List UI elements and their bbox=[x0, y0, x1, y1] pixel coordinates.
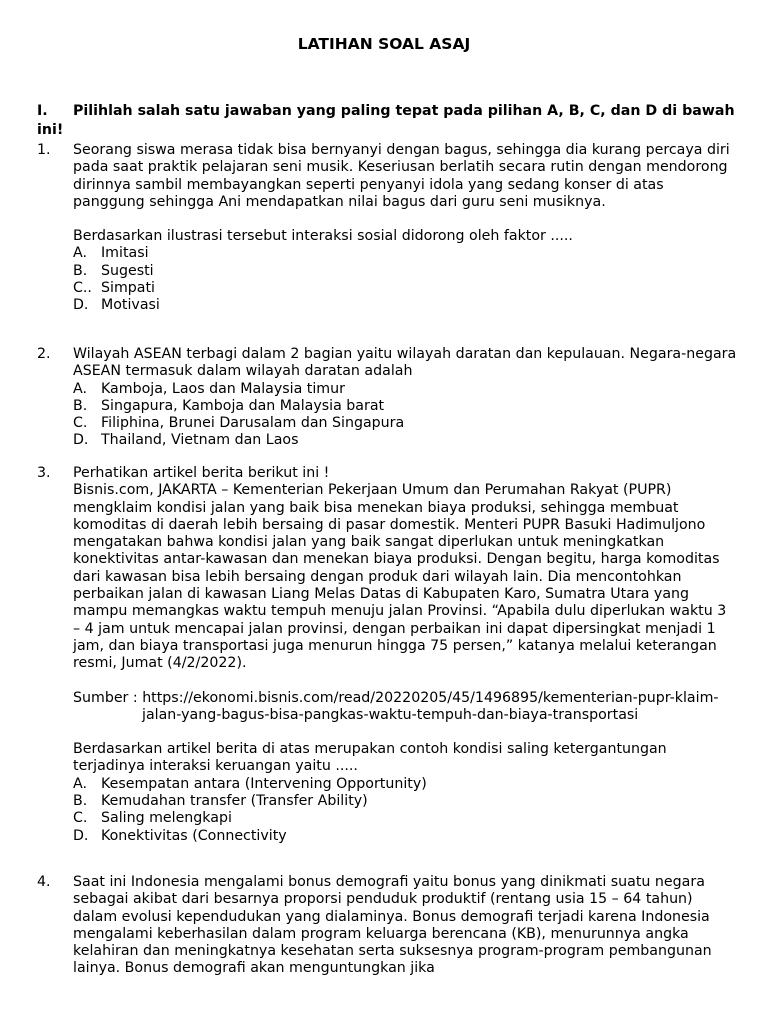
option-text: Kamboja, Laos dan Malaysia timur bbox=[101, 380, 345, 397]
option-letter: D. bbox=[73, 827, 89, 844]
source-label: Sumber : bbox=[73, 689, 143, 706]
article-source bbox=[73, 690, 737, 725]
option-letter: C. bbox=[73, 415, 88, 432]
option-text: Kemudahan transfer (Transfer Ability) bbox=[101, 793, 368, 810]
source-url: https://ekonomi.bisnis.com/read/20220205/45/1496895/kementerian-pupr-klaim-jalan-yang-bagus-bisa-pangkas-waktu-tempuh-dan-biaya-transportasi bbox=[142, 689, 719, 723]
question-intro: Perhatikan artikel berita berikut ini ! bbox=[73, 465, 330, 481]
question-stem: Saat ini Indonesia mengalami bonus demografi yaitu bonus yang dinikmati suatu negara sebagai akibat dari besarnya proporsi penduduk produktif (rentang usia 15 – 64 tahun) dalam evolusi kependudukan yang dialaminya. Bonus demografi terjadi karena Indonesia mengalami keberhasilan dalam program keluarga berencana (KB), menurunnya angka kelahiran dan meningkatnya kesehatan serta suksesnya program-program pembangunan lainya. Bonus demografi akan menguntungkan jika bbox=[73, 874, 712, 977]
option-text: Simpati bbox=[101, 280, 155, 297]
question-stem: Wilayah ASEAN terbagi dalam 2 bagian yaitu wilayah daratan dan kepulauan. Negara-negara ASEAN termasuk dalam wilayah daratan adalah bbox=[73, 346, 737, 380]
option-letter: A. bbox=[73, 775, 87, 792]
option-text: Filiphina, Brunei Darusalam dan Singapura bbox=[101, 415, 405, 432]
option-letter: C. bbox=[73, 810, 88, 827]
question-number: 3. bbox=[37, 465, 51, 481]
option-c bbox=[73, 280, 737, 297]
option-text: Motivasi bbox=[101, 297, 160, 314]
section-number: I. bbox=[37, 103, 48, 119]
option-d bbox=[73, 297, 737, 314]
question-4 bbox=[37, 874, 737, 978]
section-instruction bbox=[37, 102, 737, 140]
option-a bbox=[73, 245, 737, 262]
option-letter: A. bbox=[73, 245, 87, 262]
question-number: 2. bbox=[37, 346, 51, 362]
option-letter: B. bbox=[73, 397, 88, 414]
option-a bbox=[73, 381, 737, 398]
option-c bbox=[73, 810, 737, 827]
option-d bbox=[73, 828, 737, 845]
option-letter: B. bbox=[73, 793, 88, 810]
option-letter: B. bbox=[73, 262, 88, 279]
question-prompt: Berdasarkan ilustrasi tersebut interaksi sosial didorong oleh faktor ..... bbox=[73, 228, 573, 245]
option-text: Saling melengkapi bbox=[101, 810, 232, 827]
option-text: Imitasi bbox=[101, 245, 149, 262]
question-stem: Seorang siswa merasa tidak bisa bernyanyi dengan bagus, sehingga dia kurang percaya diri pada saat praktik pelajaran seni musik. Keseriusan berlatih secara rutin dengan mendorong dirinnya sambil membayangkan seperti penyanyi idola yang sedang konser di atas panggung sehingga Ani mendapatkan nilai bagus dari guru seni musiknya. bbox=[73, 142, 730, 210]
option-text: Singapura, Kamboja dan Malaysia barat bbox=[101, 397, 385, 414]
news-article: Bisnis.com, JAKARTA – Kementerian Pekerjaan Umum dan Perumahan Rakyat (PUPR) mengklaim kondisi jalan yang baik bisa menekan biaya produksi, sehingga membuat komoditas di daerah lebih bersaing di pasar domestik. Menteri PUPR Basuki Hadimuljono mengatakan bahwa kondisi jalan yang baik sangat diperlukan untuk meningkatkan konektivitas antar-kawasan dan menekan biaya produksi. Dengan begitu, harga komoditas dari kawasan bisa lebih bersaing dengan produk dari wilayah lain. Dia mencontohkan perbaikan jalan di kawasan Liang Melas Datas di Kabupaten Karo, Sumatra Utara yang mampu memangkas waktu tempuh menuju jalan Provinsi. “Apabila dulu diperlukan waktu 3 – 4 jam untuk mencapai jalan provinsi, dengan perbaikan ini dapat dipersingkat menjadi 1 jam, dan biaya transportasi juga menurun hingga 75 persen,” katanya melalui keterangan resmi, Jumat (4/2/2022). bbox=[73, 482, 727, 672]
question-prompt: Berdasarkan artikel berita di atas merupakan contoh kondisi saling ketergantungan terjadinya interaksi keruangan yaitu ..... bbox=[73, 741, 667, 775]
document-title: LATIHAN SOAL ASAJ bbox=[297, 35, 471, 53]
question-number: 4. bbox=[37, 874, 51, 890]
option-b bbox=[73, 398, 737, 415]
option-text: Thailand, Vietnam dan Laos bbox=[101, 432, 299, 449]
option-d bbox=[73, 432, 737, 449]
option-a bbox=[73, 776, 737, 793]
option-b bbox=[73, 263, 737, 280]
option-text: Konektivitas (Connectivity bbox=[101, 827, 287, 844]
option-c bbox=[73, 415, 737, 432]
question-2 bbox=[37, 346, 737, 450]
option-letter: A. bbox=[73, 380, 87, 397]
question-1 bbox=[37, 142, 737, 315]
option-text: Kesempatan antara (Intervening Opportunity) bbox=[101, 775, 427, 792]
option-letter: D. bbox=[73, 297, 89, 314]
option-text: Sugesti bbox=[101, 262, 154, 279]
option-letter: C.. bbox=[73, 280, 92, 297]
question-number: 1. bbox=[37, 142, 51, 158]
option-letter: D. bbox=[73, 432, 89, 449]
question-3 bbox=[37, 465, 737, 845]
section-instruction-text: Pilihlah salah satu jawaban yang paling tepat pada pilihan A, B, C, dan D di bawah ini! bbox=[37, 103, 735, 138]
option-b bbox=[73, 793, 737, 810]
